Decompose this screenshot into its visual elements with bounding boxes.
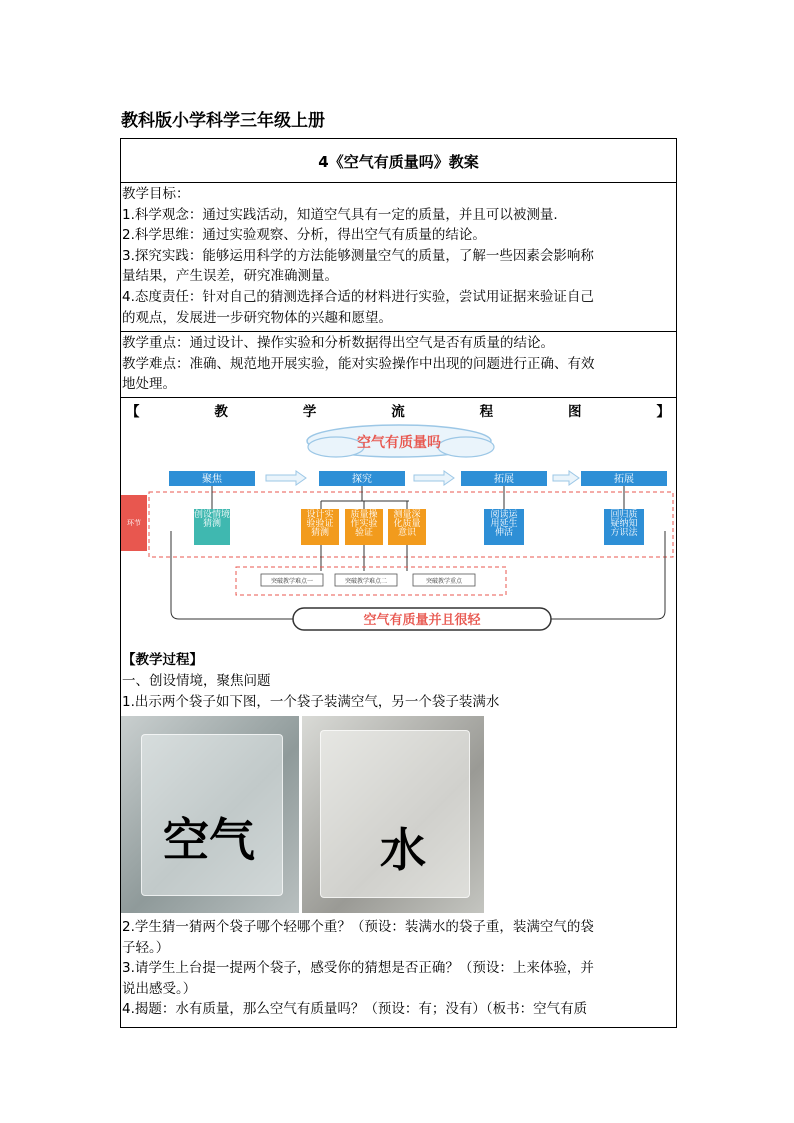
step-box-text: 质量操作实验验证	[350, 510, 378, 538]
row-divider	[121, 331, 676, 332]
difficulty-label: 突破教学重点	[425, 578, 463, 585]
stage-label: 聚焦	[202, 474, 222, 485]
bracket-right: 】	[656, 404, 670, 420]
process-heading: 【教学过程】	[122, 652, 203, 668]
objectives-line: 的观点，发展进一步研究物体的兴趣和愿望。	[122, 309, 392, 326]
difficulty-label: 突破教学难点一	[270, 578, 314, 585]
document-title: 教科版小学科学三年级上册	[121, 111, 325, 131]
objectives-line: 2.科学思维：通过实验观察、分析，得出空气有质量的结论。	[122, 227, 486, 244]
step-text: 1.出示两个袋子如下图，一个袋子装满空气，另一个袋子装满水	[122, 694, 500, 710]
step-line: 4.揭题：水有质量，那么空气有质量吗？（预设：有；没有）（板书：空气有质	[122, 1001, 588, 1018]
later-steps	[122, 917, 675, 1020]
header-char: 学	[302, 404, 317, 420]
objectives-line: 1.科学观念：通过实践活动，知道空气具有一定的质量，并且可以被测量.	[122, 206, 558, 223]
key-point-line: 教学难点：准确、规范地开展实验，能对实验操作中出现的问题进行正确、有效	[122, 355, 595, 372]
side-label: 环节	[127, 519, 141, 527]
step-box-text: 创设情境猜测	[194, 510, 231, 529]
cloud-title: 空气有质量吗	[357, 435, 441, 451]
stage-label: 拓展	[614, 474, 634, 485]
step-line: 3.请学生上台提一提两个袋子，感受你的猜想是否正确？（预设：上来体验，并	[122, 960, 594, 977]
key-points-section	[122, 333, 675, 395]
row-divider	[121, 397, 676, 398]
difficulty-label: 突破教学难点二	[344, 578, 388, 585]
conclusion-text: 空气有质量并且很轻	[363, 613, 481, 628]
connector-lines	[171, 486, 665, 619]
objectives-section	[122, 184, 675, 328]
objectives-line: 量结果，产生误差，研究准确测量。	[122, 268, 338, 285]
air-label: 空气	[163, 813, 255, 867]
header-char: 流	[391, 404, 405, 420]
key-point-line: 教学重点：通过设计、操作实验和分析数据得出空气是否有质量的结论。	[122, 335, 554, 351]
step-box-text: 测量深化质量意识	[393, 510, 421, 538]
header-char: 程	[479, 404, 494, 420]
step-box-text: 设计实验验证猜测	[306, 510, 334, 538]
header-char: 图	[568, 404, 582, 420]
stage-label: 拓展	[494, 474, 514, 485]
objectives-line: 3.探究实践：能够运用科学的方法能够测量空气的质量，了解一些因素会影响称	[122, 247, 594, 264]
step-line: 2.学生猜一猜两个袋子哪个轻哪个重？（预设：装满水的袋子重，装满空气的袋	[122, 919, 594, 935]
flowchart-header	[126, 400, 670, 420]
objectives-line: 4.态度责任：针对自己的猜测选择合适的材料进行实验，尝试用证据来验证自己	[122, 288, 594, 305]
bracket-left: 【	[126, 404, 140, 420]
lesson-plan-table	[120, 138, 677, 1028]
lesson-title: 4《空气有质量吗》教案	[318, 153, 479, 171]
objectives-line: 教学目标：	[122, 186, 190, 202]
header-char: 教	[214, 404, 228, 420]
step-box-text: 回归质疑纳知方识法	[610, 510, 638, 538]
air-bag-photo	[121, 716, 299, 913]
water-label: 水	[380, 823, 426, 877]
step-line: 子轻。）	[122, 939, 170, 956]
section-heading: 一、创设情境，聚焦问题	[122, 673, 271, 689]
step-box-text: 阅读运用延生伸活	[490, 510, 518, 538]
stage-label: 探究	[352, 474, 372, 485]
water-bag-photo	[302, 716, 484, 913]
row-divider	[121, 182, 676, 183]
step-line: 说出感受。）	[122, 980, 197, 997]
key-point-line: 地处理。	[122, 376, 176, 393]
